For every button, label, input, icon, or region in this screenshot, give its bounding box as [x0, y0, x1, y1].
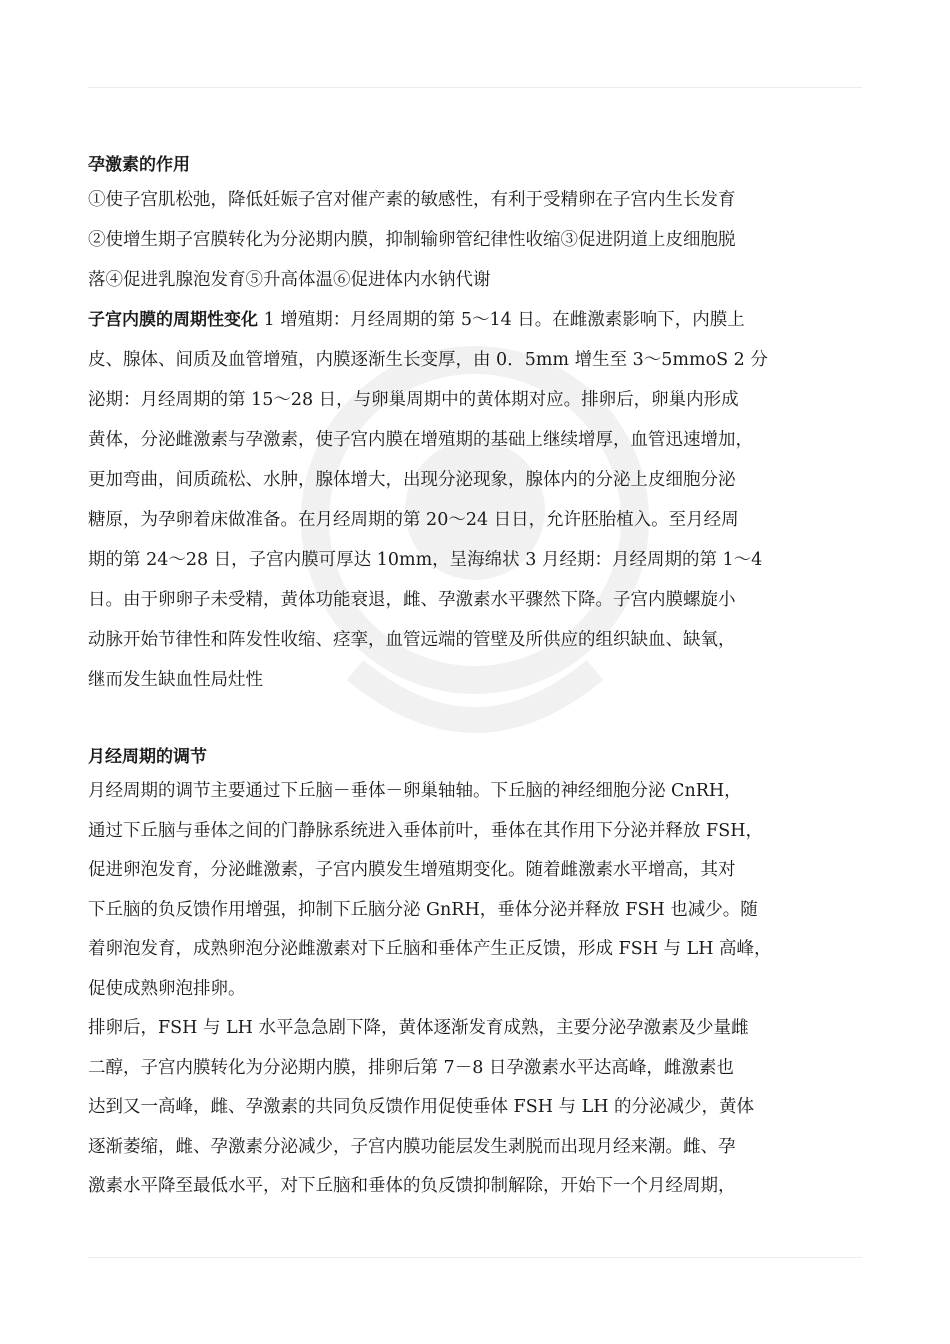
text-line: 落④促进乳腺泡发育⑤升高体温⑥促进体内水钠代谢 — [88, 270, 491, 290]
document-body — [88, 150, 878, 1207]
section-title-endometrium: 子宫内膜的周期性变化 — [88, 310, 258, 330]
footer-divider — [88, 1257, 862, 1258]
text-line: 期的第 24～28 日，子宫内膜可厚达 10mm，呈海绵状 3 月经期：月经周期的第 1～4 — [88, 550, 763, 570]
regulation-paragraph-1 — [88, 772, 878, 1009]
progesterone-paragraph — [88, 180, 878, 300]
text-line: ①使子宫肌松弛，降低妊娠子宫对催产素的敏感性，有利于受精卵在子宫内生长发育 — [88, 190, 736, 210]
text-line: 逐渐萎缩，雌、孕激素分泌减少，子宫内膜功能层发生剥脱而出现月经来潮。雌、孕 — [88, 1136, 736, 1157]
text-line: 继而发生缺血性局灶性 — [88, 670, 263, 690]
text-line: ②使增生期子宫膜转化为分泌期内膜，抑制输卵管纪律性收缩③促进阴道上皮细胞脱 — [88, 230, 736, 250]
text-line: 更加弯曲，间质疏松、水肿，腺体增大，出现分泌现象，腺体内的分泌上皮细胞分泌 — [88, 470, 736, 490]
text-line: 黄体，分泌雌激素与孕激素，使子宫内膜在增殖期的基础上继续增厚，血管迅速增加， — [88, 430, 753, 450]
text-line: 通过下丘脑与垂体之间的门静脉系统进入垂体前叶，垂体在其作用下分泌并释放 FSH， — [88, 820, 763, 841]
section-spacer — [88, 700, 878, 742]
section-title-menstrual-regulation: 月经周期的调节 — [88, 747, 207, 767]
text-line: 排卵后，FSH 与 LH 水平急急剧下降，黄体逐渐发育成熟，主要分泌孕激素及少量雌 — [88, 1018, 749, 1038]
header-divider — [88, 87, 862, 88]
text-line: 月经周期的调节主要通过下丘脑－垂体－卵巢轴轴。下丘脑的神经细胞分泌 CnRH， — [88, 781, 742, 801]
text-line: 着卵泡发育，成熟卵泡分泌雌激素对下丘脑和垂体产生正反馈，形成 FSH 与 LH 高峰， — [88, 939, 772, 959]
text-line: 日。由于卵卵子未受精，黄体功能衰退，雌、孕激素水平骤然下降。子宫内膜螺旋小 — [88, 590, 736, 610]
text-line: 达到又一高峰，雌、孕激素的共同负反馈作用促使垂体 FSH 与 LH 的分泌减少，黄体 — [88, 1097, 755, 1117]
text-line: 激素水平降至最低水平，对下丘脑和垂体的负反馈抑制解除，开始下一个月经周期， — [88, 1176, 736, 1196]
text-fragment: 1 增殖期：月经周期的第 5～14 日。在雌激素影响下，内膜上 — [258, 310, 745, 330]
text-line: 动脉开始节律性和阵发性收缩、痉挛，血管远端的管壁及所供应的组织缺血、缺氧， — [88, 630, 736, 650]
text-line: 促进卵泡发育，分泌雌激素，子宫内膜发生增殖期变化。随着雌激素水平增高，其对 — [88, 860, 736, 880]
text-line — [88, 300, 878, 340]
text-line: 泌期：月经周期的第 15～28 日，与卵巢周期中的黄体期对应。排卵后，卵巢内形成 — [88, 390, 739, 410]
text-line: 皮、腺体、间质及血管增殖，内膜逐渐生长变厚，由 0．5mm 增生至 3～5mmoS 2 分 — [88, 350, 768, 370]
text-line: 二醇，子宫内膜转化为分泌期内膜，排卵后第 7－8 日孕激素水平达高峰，雌激素也 — [88, 1057, 734, 1078]
endometrium-paragraph — [88, 300, 878, 700]
text-line: 促使成熟卵泡排卵。 — [88, 978, 246, 999]
regulation-paragraph-2 — [88, 1009, 878, 1207]
section-title-progesterone: 孕激素的作用 — [88, 155, 190, 175]
text-line: 糖原，为孕卵着床做准备。在月经周期的第 20～24 日日，允许胚胎植入。至月经周 — [88, 510, 739, 530]
text-line: 下丘脑的负反馈作用增强，抑制下丘脑分泌 GnRH，垂体分泌并释放 FSH 也减少。随 — [88, 899, 758, 920]
